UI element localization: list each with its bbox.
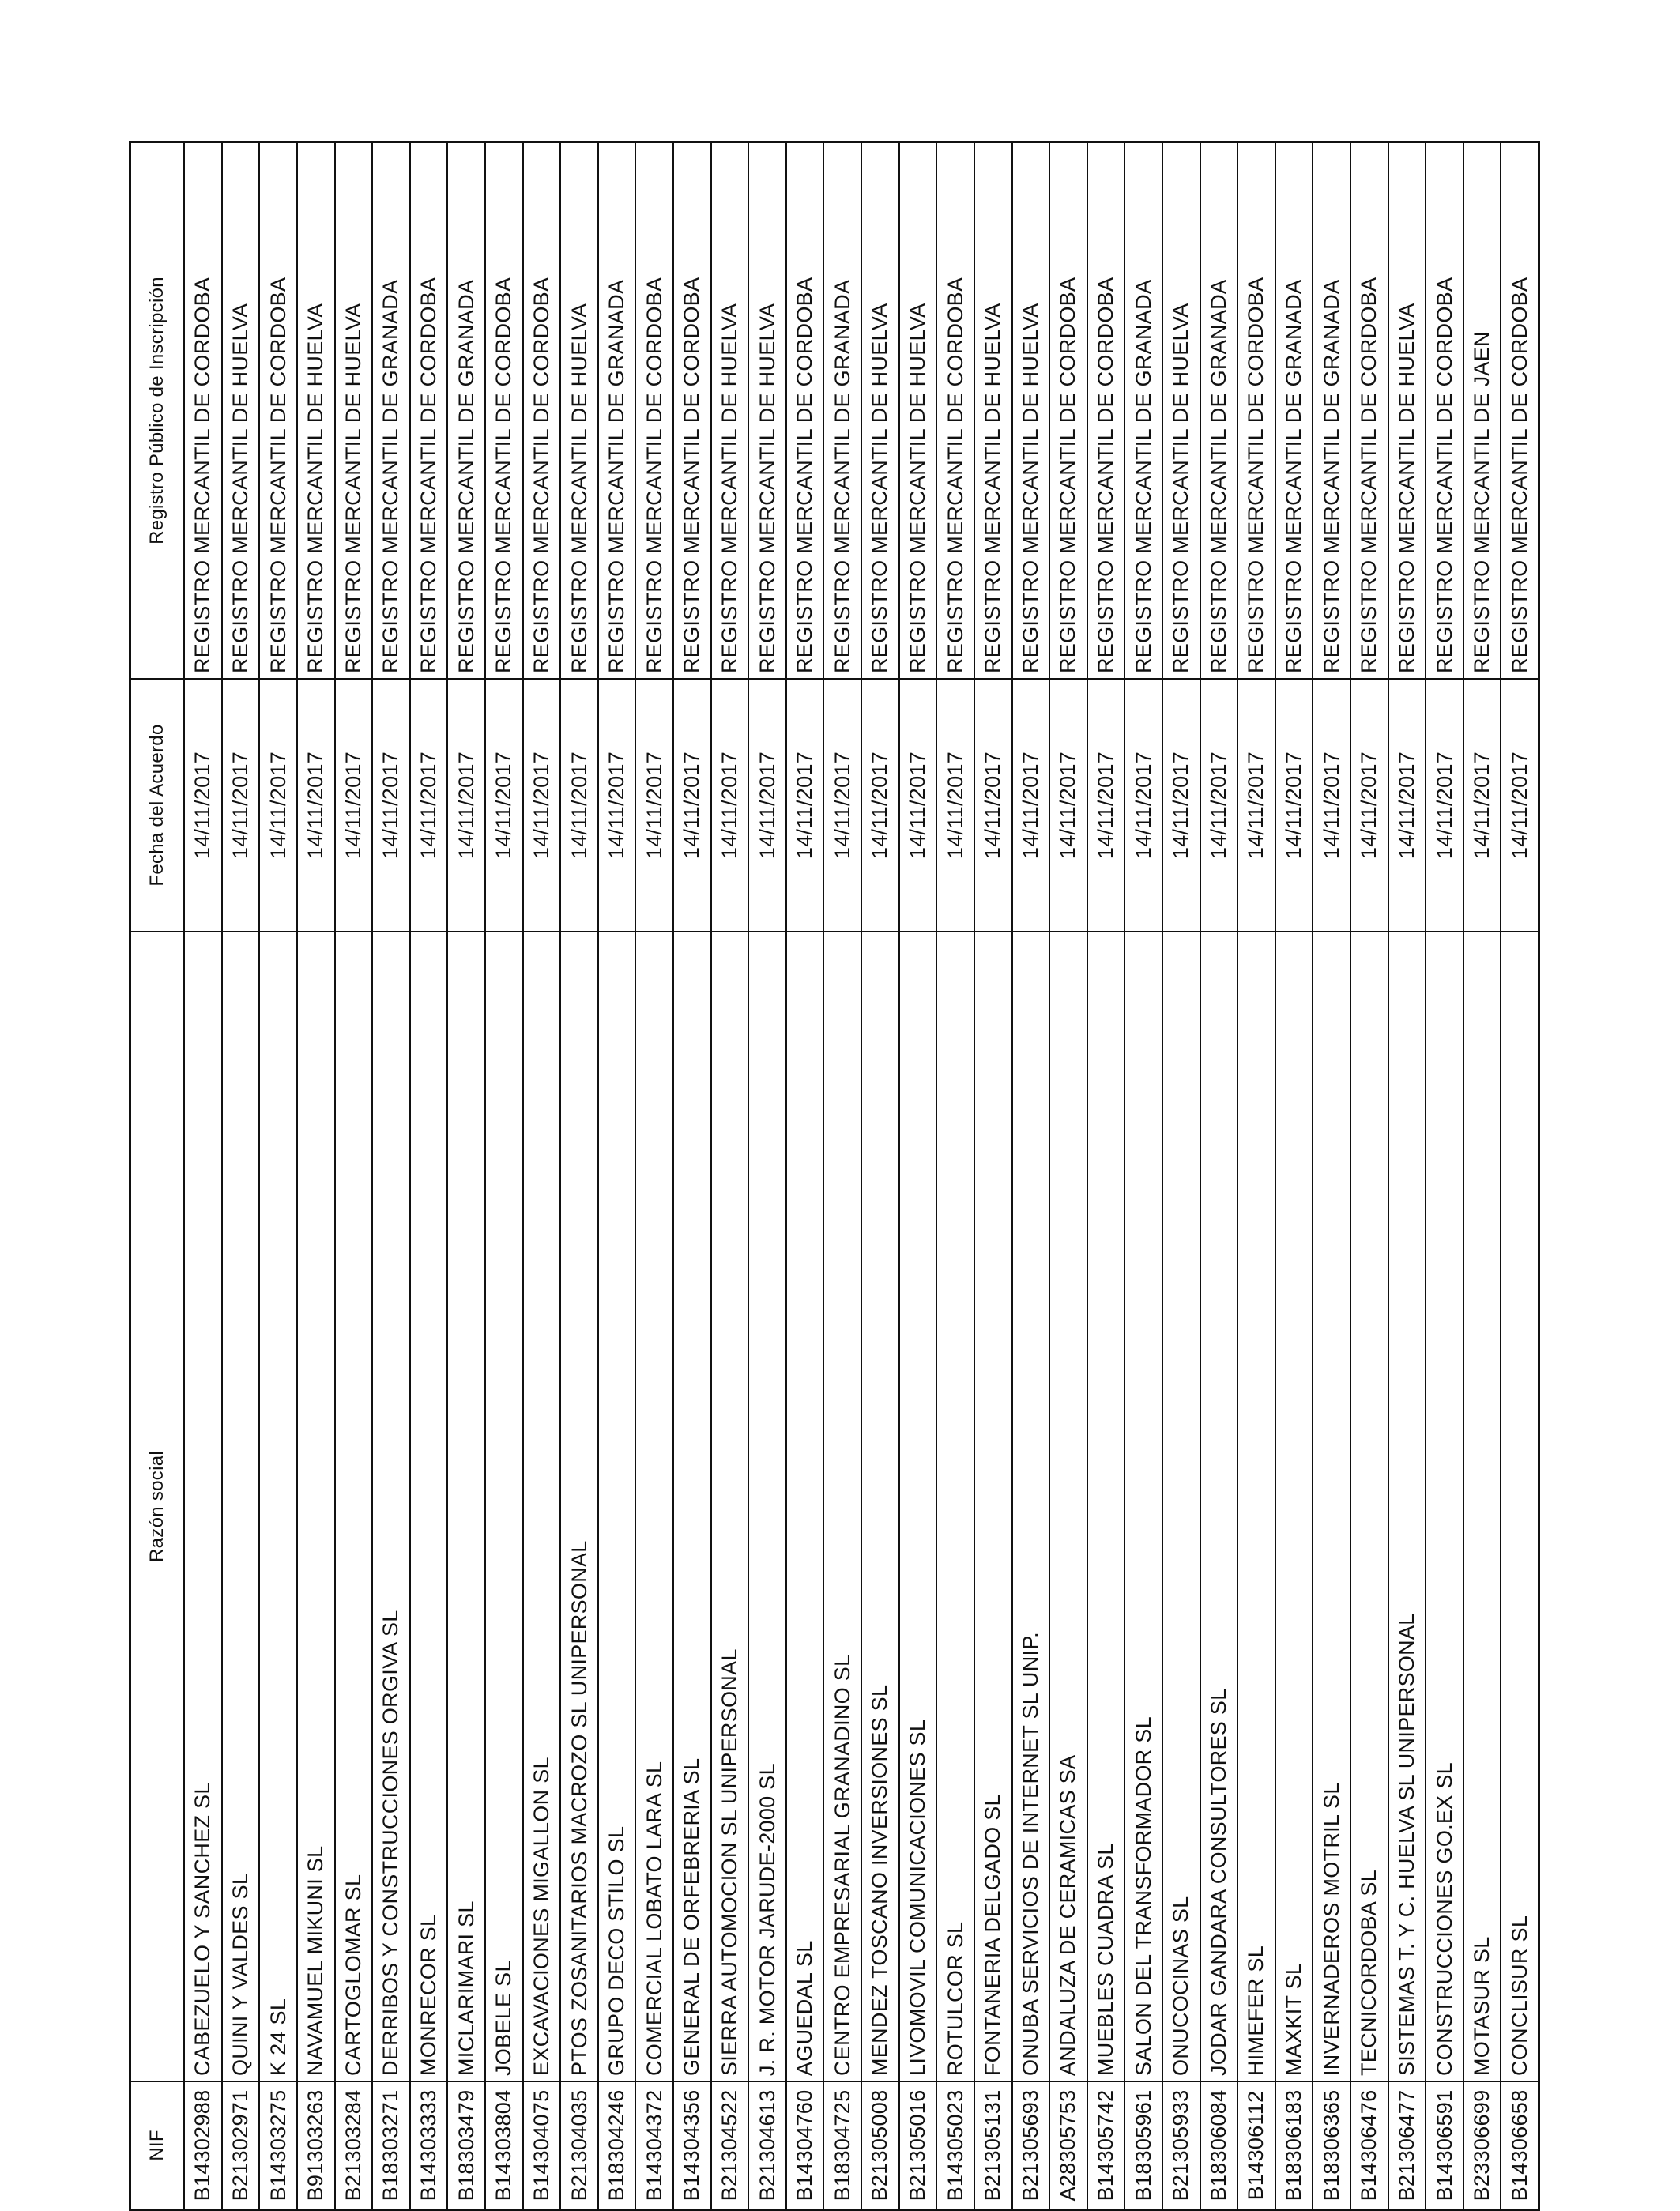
table-row xyxy=(1011,143,1049,2209)
registro-cell: REGISTRO MERCANTIL DE HUELVA xyxy=(298,143,334,680)
razon-social-cell: MONRECOR SL xyxy=(411,932,447,2082)
registro-cell: REGISTRO MERCANTIL DE HUELVA xyxy=(223,143,259,680)
razon-social-cell: QUINI Y VALDES SL xyxy=(223,932,259,2082)
registro-cell: REGISTRO MERCANTIL DE CORDOBA xyxy=(185,143,221,680)
table-row xyxy=(936,143,974,2209)
table-row xyxy=(1124,143,1162,2209)
registro-cell: REGISTRO MERCANTIL DE GRANADA xyxy=(373,143,409,680)
razon-social-cell: MOTASUR SL xyxy=(1464,932,1501,2082)
fecha-cell: 14/11/2017 xyxy=(223,680,259,932)
razon-social-cell: CENTRO EMPRESARIAL GRANADINO SL xyxy=(824,932,861,2082)
razon-social-cell: CABEZUELO Y SANCHEZ SL xyxy=(185,932,221,2082)
table-row xyxy=(183,143,221,2209)
nif-cell: B14304075 xyxy=(529,2089,553,2202)
table-row xyxy=(559,143,597,2209)
fecha-cell: 14/11/2017 xyxy=(185,680,221,932)
nif-cell: B14304356 xyxy=(680,2089,704,2202)
razon-social-cell: J. R. MOTOR JARUDE-2000 SL xyxy=(749,932,785,2082)
header-nif: NIF xyxy=(146,2130,168,2161)
table-row xyxy=(1237,143,1275,2209)
nif-cell: B21303284 xyxy=(341,2089,365,2202)
razon-social-cell: MENDEZ TOSCANO INVERSIONES SL xyxy=(862,932,898,2082)
table-row xyxy=(1350,143,1388,2209)
fecha-cell: 14/11/2017 xyxy=(1125,680,1162,932)
fecha-cell: 14/11/2017 xyxy=(1201,680,1237,932)
nif-cell: B14306658 xyxy=(1507,2089,1531,2202)
fecha-cell: 14/11/2017 xyxy=(448,680,484,932)
table-row xyxy=(484,143,522,2209)
fecha-cell: 14/11/2017 xyxy=(636,680,672,932)
registro-cell: REGISTRO MERCANTIL DE HUELVA xyxy=(1389,143,1426,680)
razon-social-cell: CONCLISUR SL xyxy=(1501,932,1538,2082)
registro-cell: REGISTRO MERCANTIL DE GRANADA xyxy=(824,143,861,680)
fecha-cell: 14/11/2017 xyxy=(1088,680,1124,932)
razon-social-cell: HIMEFER SL xyxy=(1238,932,1275,2082)
nif-cell: B21305933 xyxy=(1169,2089,1193,2202)
table-row xyxy=(748,143,785,2209)
fecha-cell: 14/11/2017 xyxy=(862,680,898,932)
registro-cell: REGISTRO MERCANTIL DE CORDOBA xyxy=(1238,143,1275,680)
fecha-cell: 14/11/2017 xyxy=(336,680,372,932)
registro-cell: REGISTRO MERCANTIL DE GRANADA xyxy=(1313,143,1350,680)
nif-cell: B14304372 xyxy=(642,2089,666,2202)
table-row xyxy=(1162,143,1200,2209)
nif-cell: B18304246 xyxy=(605,2089,629,2202)
razon-social-cell: JODAR GANDARA CONSULTORES SL xyxy=(1201,932,1237,2082)
fecha-cell: 14/11/2017 xyxy=(1351,680,1388,932)
fecha-cell: 14/11/2017 xyxy=(975,680,1011,932)
registro-cell: REGISTRO MERCANTIL DE GRANADA xyxy=(1125,143,1162,680)
nif-cell: B14306112 xyxy=(1244,2090,1268,2201)
nif-cell: B14303804 xyxy=(492,2089,516,2202)
nif-cell: B21302971 xyxy=(228,2089,253,2202)
fecha-cell: 14/11/2017 xyxy=(1013,680,1049,932)
nif-cell: B18306084 xyxy=(1206,2089,1230,2202)
razon-social-cell: ONUBA SERVICIOS DE INTERNET SL UNIP. xyxy=(1013,932,1049,2082)
nif-cell: B18304725 xyxy=(830,2089,854,2202)
fecha-cell: 14/11/2017 xyxy=(1389,680,1426,932)
fecha-cell: 14/11/2017 xyxy=(561,680,597,932)
razon-social-cell: GRUPO DECO STILO SL xyxy=(599,932,635,2082)
fecha-cell: 14/11/2017 xyxy=(824,680,861,932)
fecha-cell: 14/11/2017 xyxy=(1050,680,1087,932)
fecha-cell: 14/11/2017 xyxy=(674,680,710,932)
registro-cell: REGISTRO MERCANTIL DE HUELVA xyxy=(1163,143,1200,680)
registry-table xyxy=(129,141,1540,2211)
razon-social-cell: MAXKIT SL xyxy=(1276,932,1313,2082)
registro-cell: REGISTRO MERCANTIL DE JAEN xyxy=(1464,143,1501,680)
nif-cell: B91303263 xyxy=(303,2089,328,2202)
nif-cell: B14303333 xyxy=(416,2089,441,2202)
table-row xyxy=(974,143,1011,2209)
nif-cell: B18306183 xyxy=(1282,2089,1306,2202)
table-row xyxy=(221,143,259,2209)
registro-cell: REGISTRO MERCANTIL DE CORDOBA xyxy=(1088,143,1124,680)
registro-cell: REGISTRO MERCANTIL DE CORDOBA xyxy=(1501,143,1538,680)
razon-social-cell: PTOS ZOSANITARIOS MACROZO SL UNIPERSONAL xyxy=(561,932,597,2082)
table-row xyxy=(710,143,748,2209)
nif-cell: B14302988 xyxy=(190,2089,215,2202)
table-row xyxy=(785,143,823,2209)
nif-cell: B14306591 xyxy=(1432,2089,1456,2202)
nif-cell: B21304035 xyxy=(567,2089,591,2202)
registro-cell: REGISTRO MERCANTIL DE HUELVA xyxy=(712,143,748,680)
nif-cell: B18303479 xyxy=(454,2089,478,2202)
nif-cell: B18303271 xyxy=(379,2089,403,2202)
razon-social-cell: LIVOMOVIL COMUNICACIONES SL xyxy=(900,932,936,2082)
registro-cell: REGISTRO MERCANTIL DE CORDOBA xyxy=(787,143,823,680)
fecha-cell: 14/11/2017 xyxy=(1238,680,1275,932)
table-row xyxy=(1087,143,1124,2209)
nif-cell: B18305961 xyxy=(1131,2089,1155,2202)
registro-cell: REGISTRO MERCANTIL DE GRANADA xyxy=(1201,143,1237,680)
nif-cell: B14305023 xyxy=(943,2089,967,2202)
registro-cell: REGISTRO MERCANTIL DE CORDOBA xyxy=(937,143,974,680)
fecha-cell: 14/11/2017 xyxy=(787,680,823,932)
nif-cell: B14306476 xyxy=(1357,2089,1381,2202)
nif-cell: A28305753 xyxy=(1056,2089,1080,2202)
razon-social-cell: TECNICORDOBA SL xyxy=(1351,932,1388,2082)
table-row xyxy=(258,143,296,2209)
header-razon-social: Razón social xyxy=(131,932,183,2082)
table-row xyxy=(635,143,672,2209)
fecha-cell: 14/11/2017 xyxy=(937,680,974,932)
registro-cell: REGISTRO MERCANTIL DE HUELVA xyxy=(1013,143,1049,680)
table-row xyxy=(409,143,447,2209)
table-row xyxy=(861,143,898,2209)
nif-cell: B21305131 xyxy=(981,2089,1005,2202)
registro-cell: REGISTRO MERCANTIL DE CORDOBA xyxy=(260,143,296,680)
fecha-cell: 14/11/2017 xyxy=(411,680,447,932)
header-fecha-acuerdo: Fecha del Acuerdo xyxy=(131,680,183,932)
fecha-cell: 14/11/2017 xyxy=(599,680,635,932)
registro-cell: REGISTRO MERCANTIL DE HUELVA xyxy=(561,143,597,680)
razon-social-cell: AGUEDAL SL xyxy=(787,932,823,2082)
fecha-cell: 14/11/2017 xyxy=(1313,680,1350,932)
razon-social-cell: ANDALUZA DE CERAMICAS SA xyxy=(1050,932,1087,2082)
razon-social-cell: MUEBLES CUADRA SL xyxy=(1088,932,1124,2082)
registro-cell: REGISTRO MERCANTIL DE HUELVA xyxy=(336,143,372,680)
fecha-cell: 14/11/2017 xyxy=(486,680,522,932)
table-row xyxy=(1312,143,1350,2209)
table-row xyxy=(898,143,936,2209)
table-row xyxy=(522,143,560,2209)
razon-social-cell: NAVAMUEL MIKUNI SL xyxy=(298,932,334,2082)
table-row xyxy=(597,143,635,2209)
razon-social-cell: SISTEMAS T. Y C. HUELVA SL UNIPERSONAL xyxy=(1389,932,1426,2082)
nif-cell: B21305008 xyxy=(868,2089,892,2202)
table-row xyxy=(1275,143,1313,2209)
table-row xyxy=(1425,143,1463,2209)
razon-social-cell: JOBELE SL xyxy=(486,932,522,2082)
nif-cell: B21304522 xyxy=(717,2089,741,2202)
nif-cell: B21305016 xyxy=(906,2089,929,2202)
fecha-cell: 14/11/2017 xyxy=(524,680,560,932)
fecha-cell: 14/11/2017 xyxy=(712,680,748,932)
razon-social-cell: ONUCOCINAS SL xyxy=(1163,932,1200,2082)
razon-social-cell: FONTANERIA DELGADO SL xyxy=(975,932,1011,2082)
registro-cell: REGISTRO MERCANTIL DE GRANADA xyxy=(1276,143,1313,680)
fecha-cell: 14/11/2017 xyxy=(749,680,785,932)
table-row xyxy=(446,143,484,2209)
registro-cell: REGISTRO MERCANTIL DE GRANADA xyxy=(599,143,635,680)
razon-social-cell: K 24 SL xyxy=(260,932,296,2082)
nif-cell: B21304613 xyxy=(755,2089,779,2202)
fecha-cell: 14/11/2017 xyxy=(373,680,409,932)
table-row xyxy=(334,143,372,2209)
table-header-row xyxy=(131,143,183,2209)
registro-cell: REGISTRO MERCANTIL DE HUELVA xyxy=(975,143,1011,680)
razon-social-cell: MICLARIMARI SL xyxy=(448,932,484,2082)
registro-cell: REGISTRO MERCANTIL DE CORDOBA xyxy=(1351,143,1388,680)
table-row xyxy=(1049,143,1087,2209)
table-row xyxy=(672,143,710,2209)
table-row xyxy=(296,143,334,2209)
nif-cell: B18306365 xyxy=(1319,2089,1343,2202)
registro-cell: REGISTRO MERCANTIL DE CORDOBA xyxy=(1050,143,1087,680)
table-row xyxy=(1463,143,1501,2209)
razon-social-cell: COMERCIAL LOBATO LARA SL xyxy=(636,932,672,2082)
fecha-cell: 14/11/2017 xyxy=(260,680,296,932)
razon-social-cell: SIERRA AUTOMOCION SL UNIPERSONAL xyxy=(712,932,748,2082)
registro-cell: REGISTRO MERCANTIL DE HUELVA xyxy=(862,143,898,680)
registro-cell: REGISTRO MERCANTIL DE HUELVA xyxy=(749,143,785,680)
registro-cell: REGISTRO MERCANTIL DE HUELVA xyxy=(900,143,936,680)
fecha-cell: 14/11/2017 xyxy=(900,680,936,932)
fecha-cell: 14/11/2017 xyxy=(1464,680,1501,932)
nif-cell: B23306699 xyxy=(1470,2089,1494,2202)
razon-social-cell: DERRIBOS Y CONSTRUCCIONES ORGIVA SL xyxy=(373,932,409,2082)
registro-cell: REGISTRO MERCANTIL DE CORDOBA xyxy=(636,143,672,680)
fecha-cell: 14/11/2017 xyxy=(298,680,334,932)
table-row xyxy=(1200,143,1237,2209)
registro-cell: REGISTRO MERCANTIL DE CORDOBA xyxy=(411,143,447,680)
nif-cell: B14303275 xyxy=(266,2089,290,2202)
registro-cell: REGISTRO MERCANTIL DE GRANADA xyxy=(448,143,484,680)
table-row xyxy=(1388,143,1426,2209)
header-registro: Registro Público de Inscripción xyxy=(131,143,183,680)
fecha-cell: 14/11/2017 xyxy=(1426,680,1463,932)
razon-social-cell: INVERNADEROS MOTRIL SL xyxy=(1313,932,1350,2082)
fecha-cell: 14/11/2017 xyxy=(1276,680,1313,932)
razon-social-cell: ROTULCOR SL xyxy=(937,932,974,2082)
nif-cell: B14305742 xyxy=(1094,2089,1118,2202)
table-row xyxy=(1500,143,1538,2209)
registro-cell: REGISTRO MERCANTIL DE CORDOBA xyxy=(674,143,710,680)
razon-social-cell: CARTOGLOMAR SL xyxy=(336,932,372,2082)
razon-social-cell: EXCAVACIONES MIGALLON SL xyxy=(524,932,560,2082)
razon-social-cell: SALON DEL TRANSFORMADOR SL xyxy=(1125,932,1162,2082)
registro-cell: REGISTRO MERCANTIL DE CORDOBA xyxy=(524,143,560,680)
nif-cell: B21306477 xyxy=(1394,2089,1418,2202)
table-row xyxy=(371,143,409,2209)
table-row xyxy=(823,143,861,2209)
fecha-cell: 14/11/2017 xyxy=(1501,680,1538,932)
fecha-cell: 14/11/2017 xyxy=(1163,680,1200,932)
nif-cell: B14304760 xyxy=(793,2089,817,2202)
registro-cell: REGISTRO MERCANTIL DE CORDOBA xyxy=(1426,143,1463,680)
razon-social-cell: GENERAL DE ORFEBRERIA SL xyxy=(674,932,710,2082)
registro-cell: REGISTRO MERCANTIL DE CORDOBA xyxy=(486,143,522,680)
razon-social-cell: CONSTRUCCIONES GO.EX SL xyxy=(1426,932,1463,2082)
nif-cell: B21305693 xyxy=(1018,2089,1042,2202)
